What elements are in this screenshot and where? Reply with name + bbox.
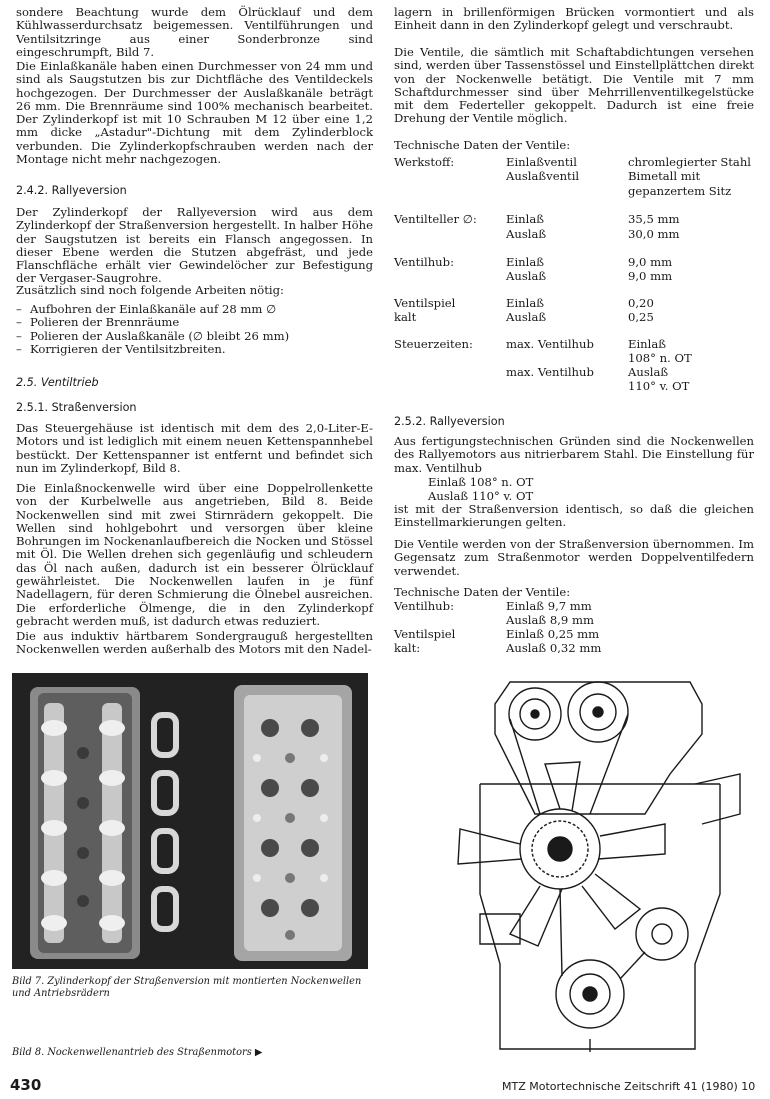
value-hub-auslass: 9,0 mm [628,269,673,283]
right-paragraph-3-einlass: Einlaß 108° n. OT [428,475,534,489]
left-paragraph-1: sondere Beachtung wurde dem Ölrücklauf und dem Kühlwasserdurchsatz beigemessen. Ventilführungen und Ventilsitzringe aus einer Sonderbronze sind eingeschrumpft, Bild 7. [16,5,373,59]
label-max-ventilhub-1: max. Ventilhub [506,337,594,351]
left-paragraph-3: Der Zylinderkopf der Rallyeversion wird aus dem Zylinderkopf der Straßenversion hergestellt. In halber Höhe der Saugstutzen ist bereits ein Flansch angegossen. In dieser Ebene werden die Stutzen abgefräst, und jede Flanschfläche erhält vier Gewindelöcher zur Befestigung der Vergaser-Saugrohre. [16,205,373,286]
value-steuer-einlass: Einlaß [628,337,667,351]
value-teller-auslass: 30,0 mm [628,227,680,241]
right-paragraph-2: Die Ventile, die sämtlich mit Schaftabdichtungen versehen sind, werden über Tassenstössel und Einstellplättchen direkt von der Nockenwelle betätigt. Die Ventile mit 7 mm Schaftdurchmesser sind über Mehrrillenventilkegelstücke mit dem Federteller gekoppelt. Dadurch ist eine freie Drehung der Ventile möglich. [394,45,754,126]
right-paragraph-3: Aus fertigungstechnischen Gründen sind die Nockenwellen des Rallyemotors aus nitrierbarem Stahl. Die Einstellung für max. Ventilhub [394,434,754,475]
engine-front-illustration [440,664,750,1054]
value-steuer-auslass-deg: 110° v. OT [628,379,690,393]
label-auslass: Auslaß [506,227,547,241]
right-paragraph-3-auslass: Auslaß 110° v. OT [428,489,534,503]
value-teller-einlass: 35,5 mm [628,212,680,226]
label-einlass: Einlaß [506,255,545,269]
work-list [16,303,373,356]
value-steuer-einlass-deg: 108° n. OT [628,351,692,365]
label-ventilteller: Ventilteller ∅: [394,212,477,226]
value-hub-auslass: Auslaß 8,9 mm [506,613,594,627]
list-item: – Polieren der Auslaßkanäle (∅ bleibt 26 mm) [16,330,373,343]
journal-footer: MTZ Motortechnische Zeitschrift 41 (1980) 10 [502,1080,756,1093]
left-paragraph-2: Die Einlaßkanäle haben einen Durchmesser von 24 mm und sind als Saugstutzen bis zur Dichtfläche des Ventildeckels hochgezogen. Der Durchmesser der Auslaßkanäle beträgt 26 mm. Die Brennräume sind 100% mechanisch bearbeitet. Der Zylinderkopf ist mit 10 Schrauben M 12 über eine 1,2 mm dicke „Astadur"-Dichtung mit dem Zylinderblock verbunden. Die Zylinderkopfschrauben werden nach der Montage nicht mehr nachgezogen. [16,59,373,167]
label-kalt: kalt: [394,641,421,655]
label-einlassventil: Einlaßventil [506,155,577,169]
left-paragraph-6: Die Einlaßnockenwelle wird über eine Doppelrollenkette von der Kurbelwelle aus angetrieben, Bild 8. Beide Nockenwellen sind mit zwei Stirnrädern gekoppelt. Die Wellen sind hohlgebohrt und versorgen über kleine Bohrungen im Nockenanlaufbereich die Nocken und Stössel mit Öl. Die Wellen drehen sich gegenläufig und schleudern das Öl nach außen, dadurch ist ein besserer Ölrücklauf gewährleistet. Die Nockenwellen laufen in je fünf Nadellagern, für deren Schmierung die Ölnebel ausreichen. Die erforderliche Ölmenge, die in den Zylinderkopf gebracht werden muß, ist dadurch etwas reduziert. [16,481,373,628]
heading-2-5: 2.5. Ventiltrieb [16,376,99,389]
value-hub-einlass: 9,0 mm [628,255,673,269]
label-max-ventilhub-2: max. Ventilhub [506,365,594,379]
left-paragraph-4: Zusätzlich sind noch folgende Arbeiten nötig: [16,283,284,297]
left-paragraph-7: Die aus induktiv härtbarem Sondergrauguß hergestellten Nockenwellen werden außerhalb des Motors mit den Nadel- [16,629,373,657]
page-number: 430 [10,1076,42,1094]
label-auslass: Auslaß [506,310,547,324]
caption-bild-8: Bild 8. Nockenwellenantrieb des Straßenmotors ▶ [12,1047,263,1058]
valve-table-title: Technische Daten der Ventile: [394,138,571,152]
label-kalt: kalt [394,310,417,324]
value-hub-einlass: Einlaß 9,7 mm [506,599,592,613]
value-spiel-auslass: Auslaß 0,32 mm [506,641,602,655]
value-steuer-auslass: Auslaß [628,365,669,379]
heading-2-5-1: 2.5.1. Straßenversion [16,401,137,414]
value-werkstoff-1: chromlegierter Stahl [628,155,752,169]
valve-table-2-title: Technische Daten der Ventile: [394,585,571,599]
value-spiel-auslass: 0,25 [628,310,654,324]
rally-valve-table [394,600,754,658]
label-auslassventil: Auslaßventil [506,169,580,183]
label-ventilhub: Ventilhub: [394,255,454,269]
right-paragraph-1: lagern in brillenförmigen Brücken vormontiert und als Einheit dann in den Zylinderkopf gelegt und verschraubt. [394,5,754,33]
label-ventilspiel: Ventilspiel [394,296,456,310]
right-paragraph-4: ist mit der Straßenversion identisch, so daß die gleichen Einstellmarkierungen gelten. [394,502,754,530]
valve-data-table [394,156,754,396]
caption-bild-7: Bild 7. Zylinderkopf der Straßenversion mit montierten Nockenwellen und Antriebsrädern [12,976,362,999]
label-einlass: Einlaß [506,212,545,226]
label-ventilhub: Ventilhub: [394,599,454,613]
label-ventilspiel: Ventilspiel [394,627,456,641]
list-item: – Aufbohren der Einlaßkanäle auf 28 mm ∅ [16,303,373,316]
photo-cylinder-heads [12,673,368,969]
label-einlass: Einlaß [506,296,545,310]
value-spiel-einlass: Einlaß 0,25 mm [506,627,600,641]
heading-2-4-2: 2.4.2. Rallyeversion [16,184,127,197]
value-werkstoff-3: gepanzertem Sitz [628,184,732,198]
value-werkstoff-2: Bimetall mit [628,169,701,183]
label-werkstoff: Werkstoff: [394,155,455,169]
label-steuerzeiten: Steuerzeiten: [394,337,473,351]
heading-2-5-2: 2.5.2. Rallyeversion [394,415,505,428]
list-item: – Korrigieren der Ventilsitzbreiten. [16,343,373,356]
right-paragraph-5: Die Ventile werden von der Straßenversion übernommen. Im Gegensatz zum Straßenmotor werden Doppelventilfedern verwendet. [394,537,754,578]
list-item: – Polieren der Brennräume [16,316,373,329]
label-auslass: Auslaß [506,269,547,283]
cylinder-heads-illustration [12,673,368,969]
left-paragraph-5: Das Steuergehäuse ist identisch mit dem des 2,0-Liter-E-Motors und ist lediglich mit einem neuen Kettenspannhebel bestückt. Der Kettenspanner ist entfernt und befindet sich nun im Zylinderkopf, Bild 8. [16,421,373,475]
value-spiel-einlass: 0,20 [628,296,654,310]
drawing-engine-front [440,664,750,1054]
